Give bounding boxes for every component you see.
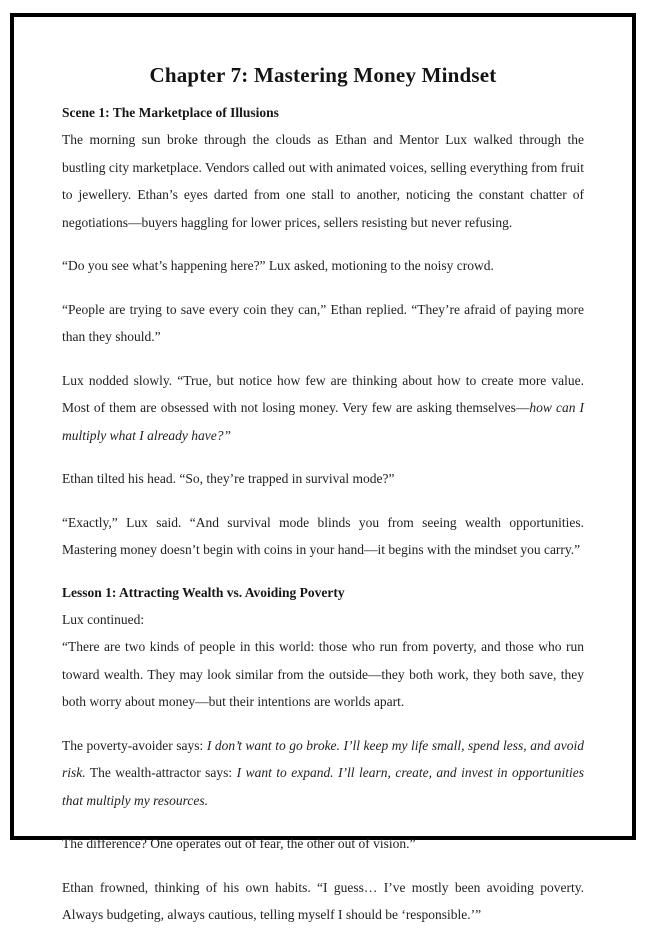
section-heading bbox=[62, 580, 584, 605]
text-run: The morning sun broke through the clouds as Ethan and Mentor Lux walked through the bustling city marketplace. Vendors called out with animated voices, selling everything from fruit to jewellery. Ethan’s eyes darted from one stall to another, noticing the constant chatter of negotiations—buyers haggling for lower prices, sellers resisting but never refusing. bbox=[62, 132, 584, 230]
italic-text-run: how can I multiply what I already have?” bbox=[62, 400, 584, 443]
paragraph bbox=[62, 606, 584, 634]
page-frame bbox=[10, 13, 636, 922]
text-run: Ethan frowned, thinking of his own habits. “I guess… I’ve mostly been avoiding poverty. Always budgeting, always cautious, telling myself I should be ‘responsible.’” bbox=[62, 879, 584, 922]
text-run: Lesson 1: Attracting Wealth vs. Avoiding Poverty bbox=[62, 584, 345, 600]
text-run: The difference? One operates out of fear, the other out of vision.” bbox=[62, 836, 416, 851]
paragraph bbox=[62, 126, 584, 236]
text-run: The wealth-attractor says: bbox=[85, 765, 237, 780]
paragraph bbox=[62, 732, 584, 815]
paragraph bbox=[62, 296, 584, 351]
paragraph bbox=[62, 830, 584, 858]
text-run: Lux nodded slowly. “True, but notice how few are thinking about how to create more value. Most of them are obsessed with not losing money. Very few are asking themselves— bbox=[62, 372, 584, 415]
section-heading bbox=[62, 100, 584, 125]
text-run: Ethan tilted his head. “So, they’re trapped in survival mode?” bbox=[62, 471, 395, 486]
text-run: “Do you see what’s happening here?” Lux asked, motioning to the noisy crowd. bbox=[62, 258, 494, 273]
text-run: “There are two kinds of people in this world: those who run from poverty, and those who run toward wealth. They may look similar from the outside—they both work, they both save, they both worry about money—but their intentions are worlds apart. bbox=[62, 639, 584, 709]
text-run: Scene 1: The Marketplace of Illusions bbox=[62, 105, 279, 120]
paragraph bbox=[62, 465, 584, 493]
paragraph bbox=[62, 874, 584, 929]
chapter-title: Chapter 7: Mastering Money Mindset bbox=[149, 63, 497, 87]
paragraph bbox=[62, 367, 584, 450]
italic-text-run: I don’t want to go broke. I’ll keep my life small, spend less, and avoid risk. bbox=[62, 737, 585, 780]
text-run: “People are trying to save every coin they can,” Ethan replied. “They’re afraid of paying more than they should.” bbox=[62, 301, 584, 344]
paragraph bbox=[62, 509, 584, 564]
text-run: Lux continued: bbox=[62, 611, 145, 627]
paragraph bbox=[62, 633, 584, 716]
text-run: The poverty-avoider says: bbox=[62, 737, 207, 753]
document-body bbox=[62, 100, 584, 929]
paragraph bbox=[62, 252, 584, 280]
italic-text-run: I want to expand. I’ll learn, create, and invest in opportunities that multiply my resources. bbox=[62, 765, 584, 808]
text-run: “Exactly,” Lux said. “And survival mode blinds you from seeing wealth opportunities. Mastering money doesn’t begin with coins in your hand—it begins with the mindset you carry.” bbox=[62, 514, 584, 557]
